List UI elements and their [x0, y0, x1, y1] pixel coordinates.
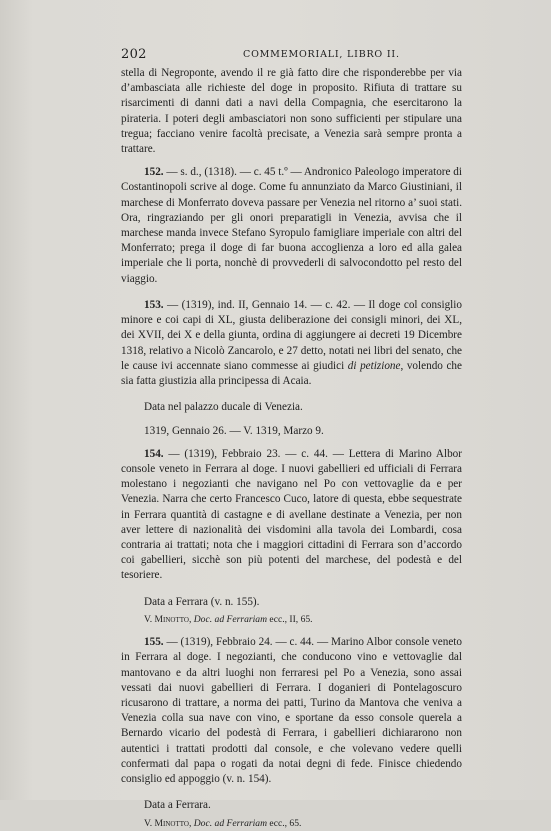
citation-prefix: V.	[144, 817, 155, 829]
citation-author: Minotto	[154, 817, 189, 829]
entry-text: — (1319), ind. II, Gennaio 14. — c. 42. — Il doge col consiglio minore e coi capi di XL, giusta deliberazione dei consigli minori, dei XL, dei XVII, dei X e della giunta, ordina di aggiungere ai decreti 19 Dicembre 1318, relativo a Nicolò Zancarolo, e 27 detto, notati nei libri del senato, che le cause ivi accennate siano commesse ai giudici	[121, 299, 462, 372]
date-reference: 1319, Gennaio 26. — V. 1319, Marzo 9.	[144, 424, 324, 437]
citation	[121, 612, 462, 627]
entry-number: 155.	[144, 636, 164, 649]
entry-place: Data nel palazzo ducale di Venezia.	[144, 401, 303, 414]
entry-153	[121, 298, 462, 389]
entry-text: — s. d., (1318). — c. 45 t.º — Andronico Paleologo imperatore di Costantinopoli scrive al doge. Come fu annunziato da Marco Giustiniani, il marchese di Monferrato doveva passare per Venezia nel ritorno a’ suoi stati. Ora, ringraziando per gli onori preparatigli in Venezia, avvisa che il marchese manda invece Stefano Syropulo famigliare imperiale con altri del Monferrato; prega il doge di far buona accoglienza a loro ed alla galea imperiale che li porta, nonchè di provvederli di salvocondotto pel resto del viaggio.	[121, 166, 462, 285]
page-body	[121, 66, 462, 831]
citation-author: Minotto	[154, 614, 189, 626]
entry-place: Data a Ferrara (v. n. 155).	[144, 595, 260, 608]
citation-ref: ecc., 65.	[267, 817, 302, 829]
entry-number: 153.	[144, 299, 164, 312]
citation-sep: ,	[188, 817, 194, 829]
entry-italic: di petizione	[347, 359, 401, 372]
entry-text: — (1319), Febbraio 23. — c. 44. — Lettera di Marino Albor console veneto in Ferrara al doge. I nuovi gabellieri ed ufficiali di Ferrara molestano i negozianti che navigano nel Po con vettovaglie da e per Venezia. Narra che certo Francesco Cuco, latore di questa, ebbe sequestrate in Ferrara quantità di castagne e di avellane destinate a Venezia, per non aver lettere di nazionalità dei visdomini alla tavola dei Lombardi, cosa contraria ai trattati; nota che i maggiori cittadini di Ferrara son d’accordo coi gabellieri, sicchè son più potenti del marchese, del podestà e del tesoriere.	[121, 447, 462, 582]
citation	[121, 816, 462, 831]
citation-sep: ,	[188, 614, 194, 626]
entry-number: 154.	[144, 447, 164, 460]
entry-text: — (1319), Febbraio 24. — c. 44. — Marino Albor console veneto in Ferrara al doge. I negozianti, che conducono vino e vettovaglie dal mantovano e da altri luoghi non ferraresi pel Po a Venezia, sono assai vessati dai nuovi gabellieri di Ferrara. I doganieri di Pontelagoscuro ricusarono di trattare, a norma dei patti, Turino da Mantova che veniva a Venezia colla sua nave con vino, e sportane da esso console querela a Bernardo vicario del podestà di Ferrara, i gabellieri dichiararono non autentici i trattati prodotti dal console, e che volevano vedere quelli confermati dal papa o rogati da notai degni di fede. Finisce chiedendo consiglio ed appoggio (v. n. 154).	[121, 636, 462, 786]
entry-152	[121, 165, 462, 287]
running-title: COMMEMORIALI, LIBRO II.	[243, 49, 400, 60]
citation-ref: ecc., II, 65.	[267, 614, 313, 626]
entry-text-end: , volendo che sia fatta giustizia alla principessa di Acaia.	[121, 359, 462, 388]
entry-154	[121, 447, 462, 584]
citation-title: Doc. ad Ferrariam	[193, 817, 268, 829]
page-number: 202	[121, 47, 147, 62]
entry-number: 152.	[144, 166, 164, 179]
citation-prefix: V.	[144, 614, 155, 626]
entry-155	[121, 635, 462, 787]
continued-paragraph: stella di Negroponte, avendo il re già fatto dire che risponderebbe per via d’ambasciata alle richieste del doge in proposito. Rifiuta di trattare su risarcimenti di danni dati a navi della Compagnia, che esercitarono la pirateria. I poteri degli ambasciatori non sono sufficienti per stipulare una tregua; facciano venire facoltà precisate, a Venezia sarà sempre pronta a trattare.	[121, 67, 462, 156]
entry-place: Data a Ferrara.	[144, 799, 211, 812]
citation-title: Doc. ad Ferrariam	[193, 614, 268, 626]
